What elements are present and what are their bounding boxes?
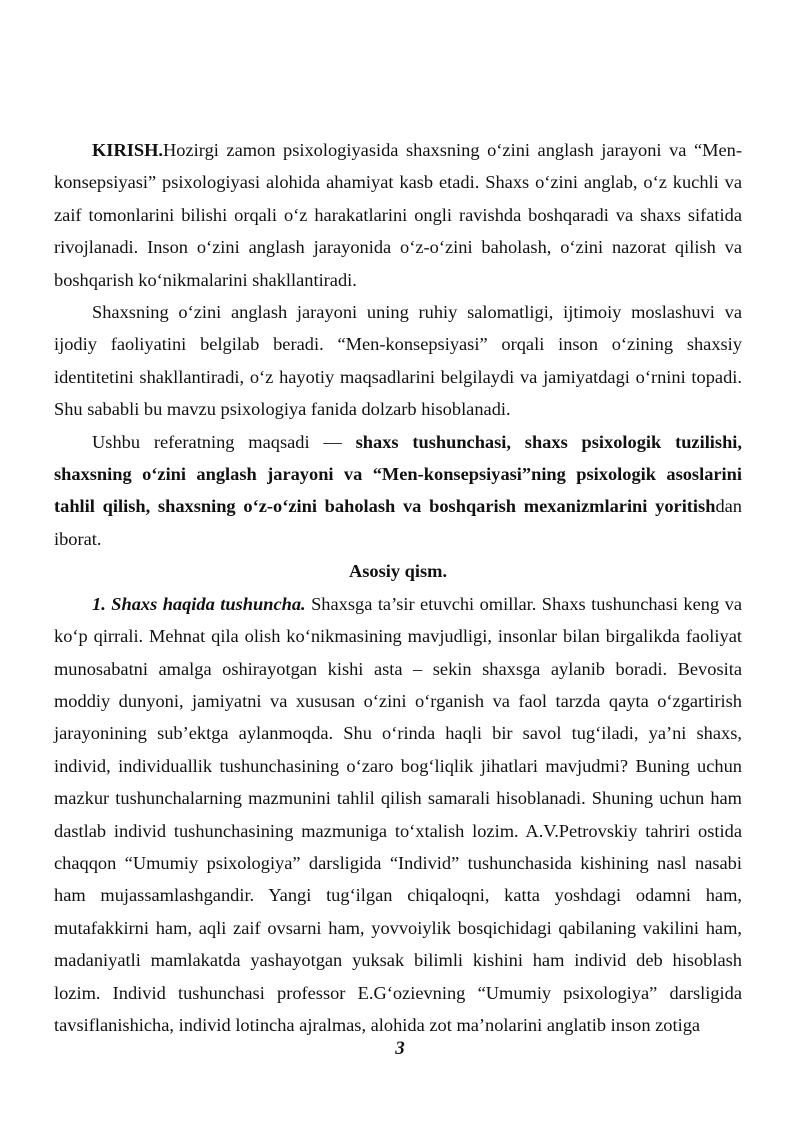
goal-bold: shaxs tushunchasi, shaxs psixologik tuzilishi, shaxsning o‘zini anglash jarayoni va “Men-konsepsiyasi”ning psixologik asoslarini tahlil qilish, shaxsning o‘z-o‘zini baholash va boshqarish mexanizmlarini yoritish — [54, 431, 743, 517]
section-heading: Asosiy qism. — [348, 561, 448, 582]
section1-text: Shaxsga ta’sir etuvchi omillar. Shaxs tushunchasi keng va ko‘p qirrali. Mehnat qila olish ko‘nikmasining mavjudligi, insonlar bilan birgalikda faoliyat munosabatni amalga oshirayotgan kishi asta – sekin shaxsga aylanib boradi. Bevosita moddiy dunyoni, jamiyatni va xususan o‘zini o‘rganish va faol tarzda qayta o‘zgartirish jarayonining sub’ektga aylanmoqda. Shu o‘rinda haqli bir savol tug‘iladi, ya’ni shaxs, individ, individuallik tushunchasining o‘zaro bog‘liqlik jihatlari mavjudmi? Buning uchun mazkur tushunchalarning mazmunini tahlil qilish samarali hisoblanadi. Shuning uchun ham dastlab individ tushunchasining mazmuniga to‘xtalish lozim. A.V.Petrovskiy tahriri ostida chaqqon “Umumiy psixologiya” darsligida “Individ” tushunchasida kishining nasl nasabi ham mujassamlashgandir. Yangi tug‘ilgan chiqaloqni, katta yoshdagi odamni ham, mutafakkirni ham, aqli zaif ovsarni ham, yovvoiylik bosqichidagi qabilaning vakilini ham, madaniyatli mamlakatda yashayotgan yuksak bilimli kishini ham individ deb hisoblash lozim. Individ tushunchasi professor E.G‘ozievning “Umumiy psixologiya” darsligida tavsiflanishicha, individ lotincha ajralmas, alohida zot ma’nolarini anglatib inson zotiga — [54, 593, 742, 1035]
goal-tail: dan iborat. — [54, 496, 742, 549]
section1-title: 1. Shaxs haqida tushuncha. — [92, 593, 306, 614]
page-number: 3 — [395, 1038, 405, 1059]
goal-lead: Ushbu referatning maqsadi — — [92, 431, 356, 452]
document-page — [54, 134, 742, 1041]
intro-text: Hozirgi zamon psixologiyasida shaxsning o‘zini anglash jarayoni va “Men-konsepsiyasi” psixologiyasi alohida ahamiyat kasb etadi. Shaxs o‘zini anglab, o‘z kuchli va zaif tomonlarini bilishi orqali o‘z harakatlarini ongli ravishda boshqaradi va shaxs sifatida rivojlanadi. Inson o‘zini anglash jarayonida o‘z-o‘zini baholash, o‘zini nazorat qilish va boshqarish ko‘nikmalarini shakllantiradi. — [54, 140, 742, 290]
second-paragraph: Shaxsning o‘zini anglash jarayoni uning ruhiy salomatligi, ijtimoiy moslashuvi va ijodiy faoliyatini belgilab beradi. “Men-konsepsiyasi” orqali inson o‘zining shaxsiy identitetini shakllantiradi, o‘z hayotiy maqsadlarini belgilaydi va jamiyatdagi o‘rnini topadi. Shu sababli bu mavzu psixologiya fanida dolzarb hisoblanadi. — [54, 302, 742, 420]
intro-paragraph — [54, 134, 742, 296]
intro-label: KIRISH. — [92, 140, 164, 160]
goal-paragraph — [54, 426, 742, 556]
section1-paragraph — [54, 588, 742, 1042]
